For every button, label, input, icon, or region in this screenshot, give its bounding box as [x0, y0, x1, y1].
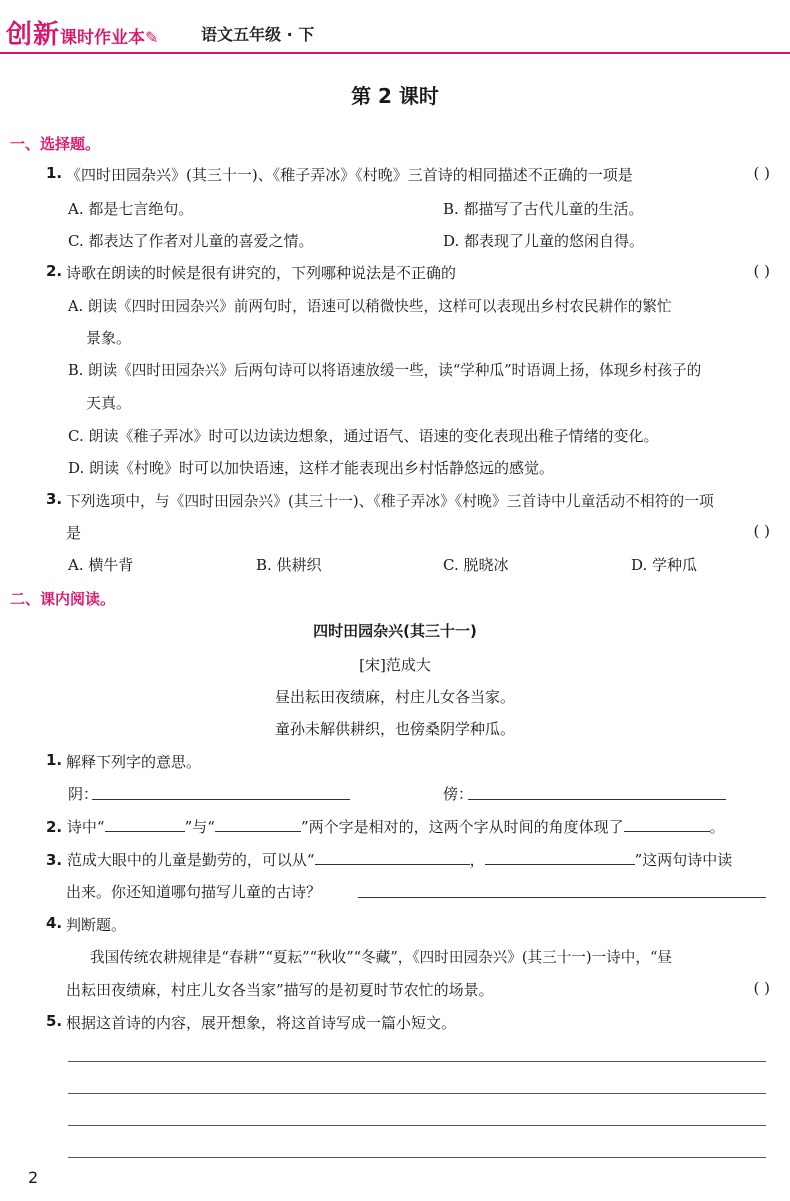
s2q2-blank-2[interactable]	[215, 817, 301, 832]
poem-title: 四时田园杂兴(其三十一)	[313, 622, 477, 640]
writing-line-4[interactable]	[68, 1157, 766, 1158]
s2q1-label-yin: 阴：	[68, 785, 99, 803]
subject-label: 语文五年级 · 下	[201, 25, 315, 44]
brand-big: 创新	[6, 20, 61, 50]
q2-option-a-cont: 景象。	[86, 329, 132, 347]
poem-line-2: 童孙未解供耕织，也傍桑阴学种瓜。	[274, 720, 515, 738]
brand-small: 课时作业本	[60, 28, 146, 48]
s2q5-number: 5.	[46, 1012, 63, 1030]
q3-option-d[interactable]: D. 学种瓜	[631, 556, 698, 574]
section1-heading: 一、选择题。	[10, 135, 101, 153]
s2q1-number: 1.	[46, 751, 63, 769]
q3-option-c[interactable]: C. 脱晓冰	[443, 556, 509, 574]
s2q2-blank-1[interactable]	[105, 817, 185, 832]
page-number: 2	[28, 1168, 39, 1187]
s2q4-answer-bracket[interactable]: ( )	[753, 979, 770, 997]
q1-number: 1.	[46, 164, 63, 182]
section2-heading: 二、课内阅读。	[10, 590, 116, 608]
q3-text-cont: 是	[66, 524, 82, 542]
s2q3-p3: ”这两句诗中读	[634, 851, 733, 869]
q3-option-a[interactable]: A. 横牛背	[68, 556, 134, 574]
brand-logo	[6, 14, 158, 51]
s2q2	[46, 816, 725, 837]
s2q3-blank-1[interactable]	[315, 850, 470, 865]
s2q2-blank-3[interactable]	[624, 817, 710, 832]
writing-line-2[interactable]	[68, 1093, 766, 1094]
q1-option-b[interactable]: B. 都描写了古代儿童的生活。	[443, 200, 644, 218]
header-rule	[0, 52, 790, 54]
s2q2-number: 2.	[46, 818, 63, 836]
q2-text: 诗歌在朗读的时候是很有讲究的，下列哪种说法是不正确的	[66, 264, 457, 282]
writing-line-3[interactable]	[68, 1125, 766, 1126]
q2-answer-bracket[interactable]: ( )	[753, 262, 770, 280]
q1-answer-bracket[interactable]: ( )	[753, 164, 770, 182]
q1-option-d[interactable]: D. 都表现了儿童的悠闲自得。	[443, 232, 645, 250]
s2q1-blank-yin[interactable]	[92, 785, 350, 800]
q2-option-a[interactable]: A. 朗读《四时田园杂兴》前两句时，语速可以稍微快些，这样可以表现出乡村农民耕作的繁忙	[68, 298, 672, 315]
pen-icon: ✎	[145, 28, 159, 47]
q2-number: 2.	[46, 262, 63, 280]
q3-number: 3.	[46, 490, 63, 508]
s2q1-blank-bang[interactable]	[468, 785, 726, 800]
q3-option-b[interactable]: B. 供耕织	[256, 556, 322, 574]
s2q3-number: 3.	[46, 851, 63, 869]
s2q2-p2: ”与“	[184, 818, 215, 836]
s2q2-p3: ”两个字是相对的，这两个字从时间的角度体现了	[300, 818, 624, 836]
q1-option-c[interactable]: C. 都表达了作者对儿童的喜爱之情。	[68, 232, 314, 250]
s2q4-text: 判断题。	[66, 916, 127, 934]
q3-text: 下列选项中，与《四时田园杂兴》(其三十一)、《稚子弄冰》《村晚》三首诗中儿童活动不相符的一项	[66, 493, 714, 510]
q2-option-d[interactable]: D. 朗读《村晚》时可以加快语速，这样才能表现出乡村恬静悠远的感觉。	[68, 459, 555, 477]
q3-answer-bracket[interactable]: ( )	[753, 522, 770, 540]
s2q2-p4: 。	[709, 818, 725, 836]
s2q4-statement: 我国传统农耕规律是“春耕”“夏耘”“秋收”“冬藏”，《四时田园杂兴》(其三十一)一诗中，“昼	[90, 949, 673, 966]
poem-line-1: 昼出耘田夜绩麻，村庄儿女各当家。	[274, 688, 515, 706]
s2q3-blank-2[interactable]	[485, 850, 635, 865]
s2q1-label-bang: 傍：	[443, 785, 474, 803]
q1-option-a[interactable]: A. 都是七言绝句。	[68, 200, 194, 218]
s2q3-p1: 范成大眼中的儿童是勤劳的，可以从“	[66, 851, 315, 869]
s2q4-statement-cont: 出耘田夜绩麻，村庄儿女各当家”描写的是初夏时节农忙的场景。	[66, 981, 494, 999]
page-title: 第 2 课时	[351, 84, 439, 108]
s2q3-p4: 出来。你还知道哪句描写儿童的古诗？	[66, 883, 322, 901]
s2q1-text: 解释下列字的意思。	[66, 753, 202, 771]
s2q5-text: 根据这首诗的内容，展开想象，将这首诗写成一篇小短文。	[66, 1014, 457, 1032]
writing-line-1[interactable]	[68, 1061, 766, 1062]
q2-option-b-cont: 天真。	[86, 394, 132, 412]
s2q3-blank-3[interactable]	[358, 883, 766, 898]
q2-option-c[interactable]: C. 朗读《稚子弄冰》时可以边读边想象，通过语气、语速的变化表现出稚子情绪的变化。	[68, 427, 659, 445]
s2q3	[46, 849, 732, 870]
poem-author: [宋]范成大	[359, 656, 431, 674]
s2q2-p1: 诗中“	[66, 818, 105, 836]
q1-text: 《四时田园杂兴》(其三十一)、《稚子弄冰》《村晚》三首诗的相同描述不正确的一项是	[66, 166, 633, 184]
s2q4-number: 4.	[46, 914, 63, 932]
s2q3-p2: ，	[469, 851, 485, 869]
q2-option-b[interactable]: B. 朗读《四时田园杂兴》后两句诗可以将语速放缓一些，读“学种瓜”时语调上扬，体现乡村孩子的	[68, 362, 702, 379]
